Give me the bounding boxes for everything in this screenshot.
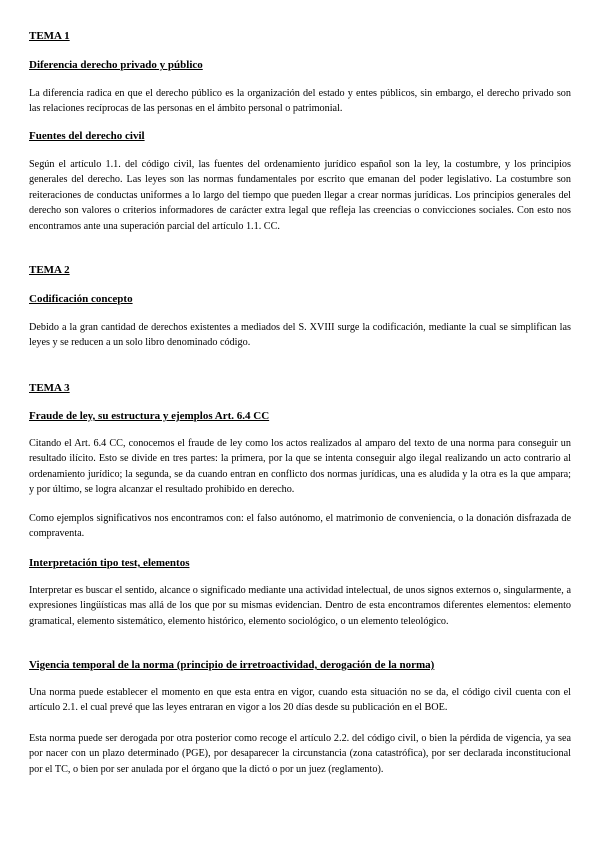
heading-interpretacion: Interpretación tipo test, elementos (29, 557, 190, 569)
heading-vigencia-temporal: Vigencia temporal de la norma (principio de irretroactividad, derogación de la norma) (29, 659, 435, 671)
heading-codificacion: Codificación concepto (29, 293, 133, 305)
paragraph-codificacion: Debido a la gran cantidad de derechos existentes a mediados del S. XVIII surge la codificación, mediante la cual se simplifican las leyes y se reducen a un solo libro denominado código. (29, 322, 571, 349)
paragraph-entrada-en-vigor: Una norma puede establecer el momento en que esta entra en vigor, cuando esta situación no se da, el código civil cuenta con el artículo 2.1. el cual prevé que las leyes entraran en vigor a los 20 días desde su publicación en el BOE. (29, 687, 571, 714)
heading-derecho-privado-publico: Diferencia derecho privado y público (29, 59, 203, 71)
tema-2-title: TEMA 2 (29, 264, 70, 276)
heading-fuentes-derecho-civil: Fuentes del derecho civil (29, 130, 145, 142)
heading-fraude-de-ley: Fraude de ley, su estructura y ejemplos Art. 6.4 CC (29, 410, 270, 422)
paragraph-derecho-privado-publico: La diferencia radica en que el derecho público es la organización del estado y entes públicos, sin embargo, el derecho privado son las relaciones recíprocas de las personas en el ámbito personal o patrimonial. (29, 88, 571, 115)
paragraph-fuentes-derecho-civil: Según el artículo 1.1. del código civil, las fuentes del ordenamiento jurídico español son la ley, la costumbre, y los principios generales del derecho. Las leyes son las normas fundamentales por escrito que emanan del poder legislativo. La costumbre son reiteraciones de conductas uniformes a lo largo del tiempo que pueden llegar a crear normas jurídicas. Los principios generales del derecho son valores o criterios informadores de carácter extra legal que refleja las creencias o convicciones sociales. Con esto nos encontramos ante una superación parcial del artículo 1.1. CC. (29, 159, 571, 232)
paragraph-fraude-de-ley: Citando el Art. 6.4 CC, conocemos el fraude de ley como los actos realizados al amparo del texto de una norma para conseguir un resultado ilícito. Esto se divide en tres partes: la primera, por la que se intenta conseguir algo ilegal realizando un acto contrario al ordenamiento jurídico; la segunda, se da cuando entran en conflicto dos normas jurídicas, una es aludida y la otra es la que ampara; y por último, se logra alcanzar el resultado prohibido en derecho. (29, 438, 571, 496)
paragraph-interpretacion: Interpretar es buscar el sentido, alcance o significado mediante una actividad intelectual, de unos signos externos o, singularmente, a expresiones lingüísticas mas allá de los que por su mismas evidencian. Dentro de esta encontramos diferentes elementos: elemento gramatical, elemento sistemático, elemento histórico, elemento sociológico, o un elemento teleológico. (29, 585, 571, 627)
paragraph-ejemplos: Como ejemplos significativos nos encontramos con: el falso autónomo, el matrimonio de conveniencia, o la donación disfrazada de compraventa. (29, 513, 571, 540)
tema-1-title: TEMA 1 (29, 30, 70, 42)
tema-3-title: TEMA 3 (29, 382, 70, 394)
paragraph-derogacion: Esta norma puede ser derogada por otra posterior como recoge el artículo 2.2. del código civil, o bien la pérdida de vigencia, ya sea por nacer con un plazo determinado (PGE), por desaparecer la circunstancia (zona catastrófica), por ser declarada inconstitucional por el TC, o bien por ser anulada por el órgano que la dictó o por un juez (reglamento). (29, 733, 571, 775)
